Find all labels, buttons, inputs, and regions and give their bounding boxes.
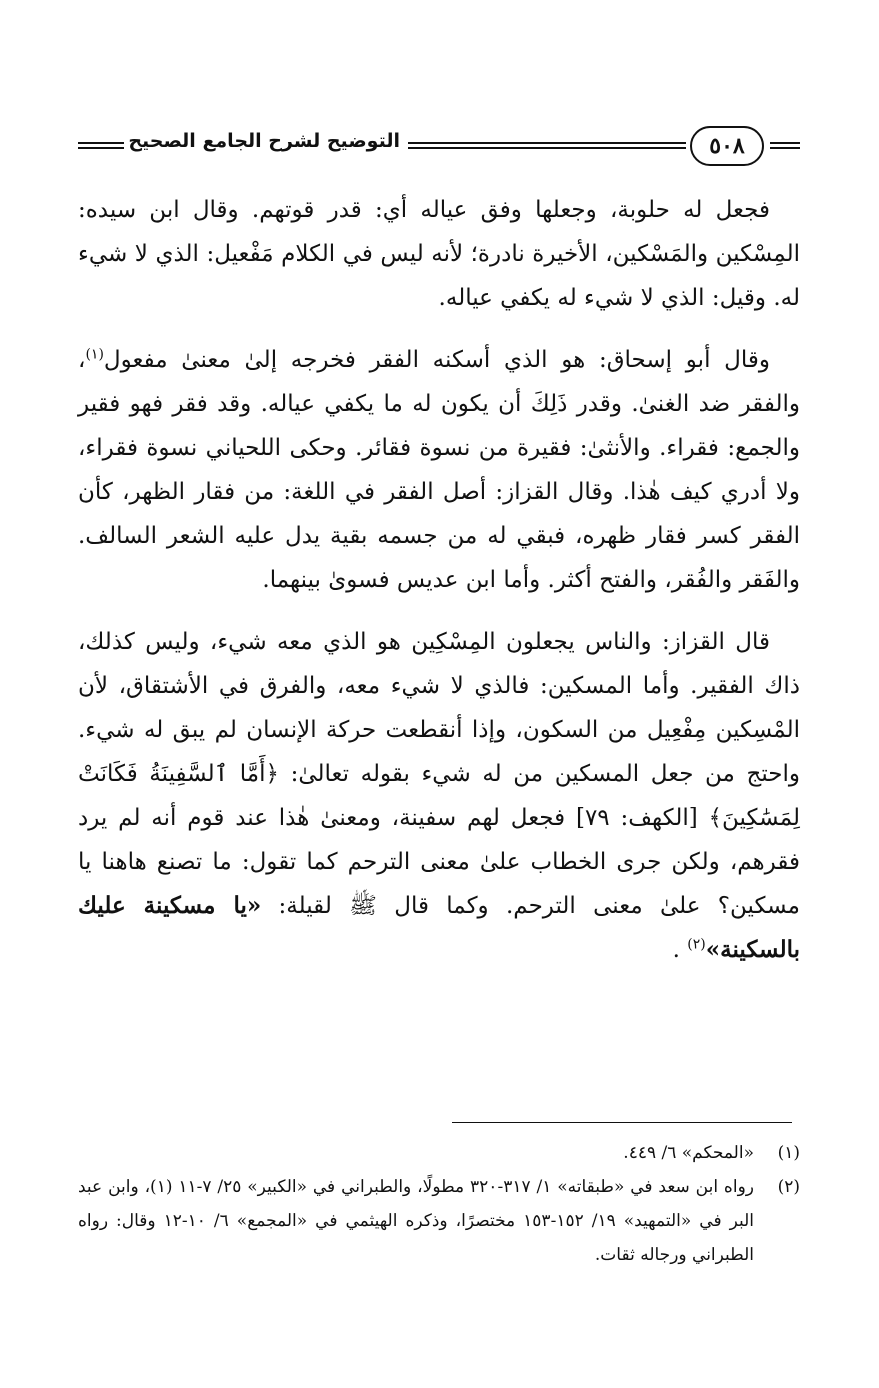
- paragraph-3-text: قال القزاز: والناس يجعلون المِسْكِين هو الذي معه شيء، وليس كذلك، ذاك الفقير. وأما المسكين: فالذي لا شيء معه، والفرق في الأشتقاق، لأن المْسِكين مِفْعِيل من السكون، وإذا أنقطعت حركة الإنسان لم يبق له شيء. واحتج من جعل المسكين من له شيء بقوله تعالىٰ: ﴿أَمَّا ٱلسَّفِينَةُ فَكَانَتْ لِمَسَٰكِينَ﴾ [الكهف: ٧٩] فجعل لهم سفينة، ومعنىٰ هٰذا عند قوم أنه لم يرد فقرهم، ولكن جرى الخطاب علىٰ معنى الترحم كما تقول: ما تصنع هاهنا يا مسكين؟ علىٰ معنى الترحم. وكما قال ﷺ لقيلة:: [78, 629, 800, 919]
- book-title: التوضيح لشرح الجامع الصحيح: [128, 130, 400, 152]
- footnote-2: [78, 1170, 800, 1272]
- main-text: [78, 188, 800, 990]
- footnote-number: (٢): [777, 1177, 800, 1197]
- paragraph-3: [78, 620, 800, 972]
- footnote-ref-2[interactable]: (٢): [687, 936, 706, 953]
- paragraph-2-start: وقال أبو إسحاق: هو الذي أسكنه الفقر فخرجه إلىٰ معنىٰ مفعول: [103, 347, 770, 373]
- header-rule-middle: [408, 142, 686, 149]
- header-rule-left: [78, 142, 124, 149]
- footnote-divider: [452, 1122, 792, 1123]
- footnotes: [78, 1136, 800, 1272]
- hadith-quote: «يا مسكينة عليك بالسكينة»: [78, 892, 800, 963]
- footnote-text: «المحكم» ٦/ ٤٤٩.: [623, 1143, 754, 1163]
- paragraph-2-rest: ، والفقر ضد الغنىٰ. وقدر ذَلِكَ أن يكون له ما يكفي عياله. وقد فقر فهو فقير والجمع: فقراء. والأنثىٰ: فقيرة من نسوة فقائر. وحكى اللحياني نسوة فقراء، ولا أدري كيف هٰذا. وقال القزاز: أصل الفقر في اللغة: من فقار الظهر، كأن الفقر كسر فقار ظهره، فبقي له من جسمه بقية يدل عليه الشعر السالف. والفَقر والفُقر، والفتح أكثر. وأما ابن عديس فسوىٰ بينهما.: [78, 347, 800, 593]
- paragraph-2: [78, 338, 800, 602]
- paragraph-3-end: .: [672, 937, 688, 963]
- page-number: ٥٠٨: [690, 126, 764, 166]
- page-header: [78, 128, 800, 168]
- footnote-ref-1[interactable]: (١): [85, 346, 104, 363]
- footnote-text: رواه ابن سعد في «طبقاته» ١/ ٣١٧-٣٢٠ مطولًا، والطبراني في «الكبير» ٢٥/ ٧-١١ (١)، وابن عبد البر في «التمهيد» ١٩/ ١٥٢-١٥٣ مختصرًا، وذكره الهيثمي في «المجمع» ٦/ ١٠-١٢ وقال: رواه الطبراني ورجاله ثقات.: [78, 1177, 754, 1265]
- footnote-number: (١): [777, 1143, 800, 1163]
- footnote-1: [78, 1136, 800, 1170]
- header-rule-right: [770, 142, 800, 149]
- paragraph-1: فجعل له حلوبة، وجعلها وفق عياله أي: قدر قوتهم. وقال ابن سيده: المِسْكين والمَسْكين، الأخيرة نادرة؛ لأنه ليس في الكلام مَفْعيل: الذي لا شيء له. وقيل: الذي لا شيء له يكفي عياله.: [78, 197, 800, 311]
